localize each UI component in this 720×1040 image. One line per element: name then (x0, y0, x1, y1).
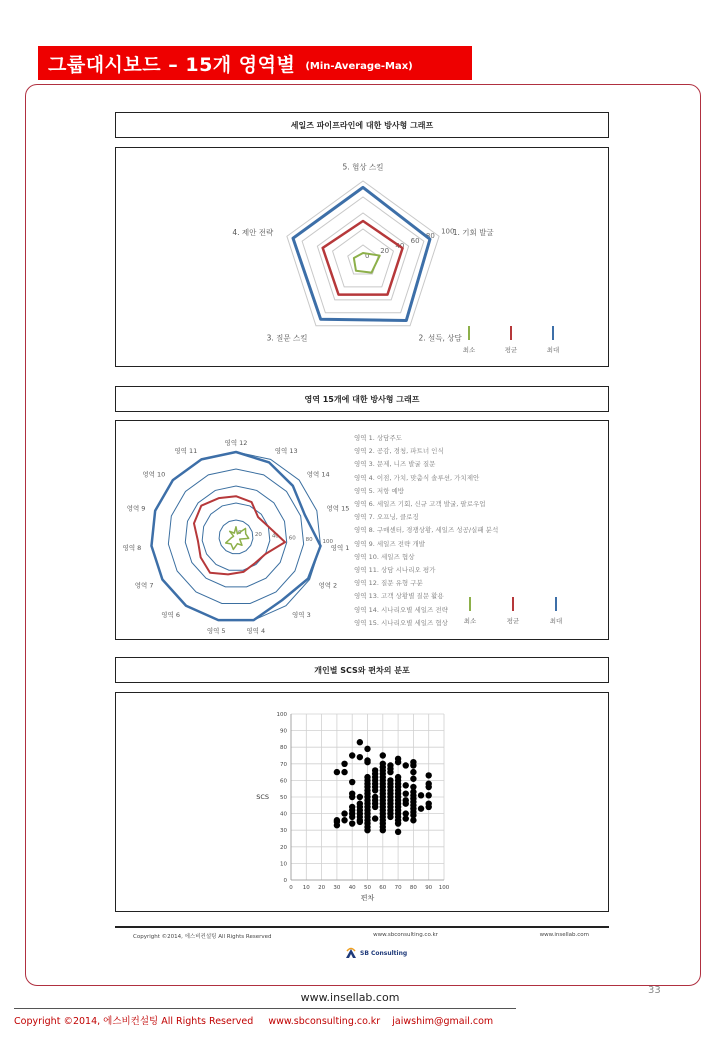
page-subtitle: (Min-Average-Max) (305, 60, 413, 72)
axis-label: 영역 2 (318, 581, 338, 590)
document-footer (115, 926, 609, 940)
svg-text:100: 100 (438, 885, 450, 891)
svg-text:100: 100 (276, 712, 287, 718)
data-point (349, 804, 355, 810)
data-point (403, 810, 409, 816)
svg-text:30: 30 (280, 828, 287, 835)
area-legend-item: 영역 7. 오프닝, 클로징 (354, 513, 419, 522)
svg-text:100: 100 (322, 538, 334, 545)
footer-divider (14, 1008, 516, 1009)
svg-text:50: 50 (280, 795, 287, 801)
svg-text:평균: 평균 (506, 617, 520, 625)
data-point (395, 774, 401, 780)
svg-text:70: 70 (394, 885, 402, 891)
data-point (403, 790, 409, 796)
svg-text:0: 0 (283, 878, 287, 884)
data-point (426, 792, 432, 798)
axis-label: 영역 1 (330, 543, 350, 552)
svg-text:최소: 최소 (462, 346, 476, 354)
data-point (395, 756, 401, 762)
svg-text:30: 30 (333, 885, 341, 891)
data-point (426, 800, 432, 806)
svg-text:70: 70 (280, 761, 287, 768)
data-point (357, 739, 363, 745)
title-bar (38, 46, 472, 80)
svg-text:평균: 평균 (504, 346, 518, 354)
svg-text:10: 10 (302, 885, 310, 891)
axis-label: 5. 협상 스킬 (342, 162, 384, 172)
data-point (403, 797, 409, 803)
pipeline-radar-chart (115, 147, 609, 367)
svg-text:20: 20 (254, 531, 262, 538)
page-copyright: Copyright ©2014, 에스비컨설팅 All Rights Reserved www.sbconsulting.co.kr jaiwshim@gmail.com (14, 1016, 494, 1027)
area-legend-item: 영역 2. 공감, 경청, 파트너 인식 (354, 447, 444, 456)
axis-label: 영역 4 (246, 627, 266, 636)
axis-label: 1. 기회 발굴 (452, 227, 494, 237)
svg-text:80: 80 (280, 745, 287, 752)
svg-text:40: 40 (271, 533, 279, 540)
svg-text:0: 0 (289, 885, 293, 891)
data-point (387, 762, 393, 768)
data-point (410, 784, 416, 790)
svg-text:최대: 최대 (549, 617, 563, 625)
area-legend-item: 영역 5. 저항 예방 (354, 486, 405, 495)
data-point (349, 779, 355, 785)
svg-text:80: 80 (409, 885, 417, 891)
area-legend-item: 영역 11. 상담 시나리오 평가 (354, 566, 436, 575)
data-point (395, 829, 401, 835)
svg-text:100: 100 (441, 227, 455, 236)
area-legend-item: 영역 1. 상담주도 (354, 434, 403, 442)
svg-text:40: 40 (348, 885, 356, 891)
data-point (341, 817, 347, 823)
logo-icon (345, 947, 357, 959)
section-title-scatter: 개인별 SCS와 편차의 분포 (115, 657, 609, 683)
page-title: 그룹대시보드 – 15개 영역별 (48, 53, 296, 76)
data-point (341, 769, 347, 775)
data-point (426, 781, 432, 787)
doc-copyright: Copyright ©2014, 에스비컨설팅 All Rights Reserved (133, 934, 272, 940)
data-point (418, 805, 424, 811)
section-title-areas: 영역 15개에 대한 방사형 그래프 (115, 386, 609, 412)
data-point (410, 776, 416, 782)
page-site-link[interactable]: www.insellab.com (300, 991, 400, 1004)
data-point (357, 754, 363, 760)
svg-text:50: 50 (364, 885, 371, 891)
svg-text:90: 90 (425, 885, 433, 891)
data-point (334, 769, 340, 775)
area-legend-item: 영역 3. 문제, 니즈 발굴 질문 (354, 460, 436, 469)
data-point (372, 794, 378, 800)
area-legend-item: 영역 10. 세일즈 협상 (354, 552, 415, 561)
axis-label: 영역 10 (142, 470, 166, 479)
svg-text:20: 20 (280, 844, 287, 851)
area-legend-item: 영역 6. 세일즈 기회, 신규 고객 발굴, 팔로우업 (354, 500, 486, 509)
axis-label: 4. 제안 전략 (232, 227, 274, 237)
area-legend-item: 영역 8. 구매센터, 경쟁상황, 세일즈 성공/실패 분석 (354, 526, 499, 535)
axis-label: 영역 13 (274, 447, 298, 456)
data-point (364, 746, 370, 752)
data-point (357, 794, 363, 800)
svg-text:0: 0 (365, 252, 370, 260)
scatter-svg (116, 693, 607, 910)
axis-label: 영역 8 (122, 543, 142, 552)
data-point (418, 792, 424, 798)
svg-text:60: 60 (280, 778, 287, 785)
data-point (403, 762, 409, 768)
svg-text:편차: 편차 (360, 894, 375, 902)
scs-scatter-chart (115, 692, 609, 912)
svg-text:60: 60 (410, 237, 420, 246)
sb-consulting-logo (345, 947, 407, 959)
data-point (364, 774, 370, 780)
data-point (364, 757, 370, 763)
area-legend-item: 영역 12. 질문 유형 구분 (354, 579, 423, 588)
area-legend-list (354, 432, 498, 630)
svg-text:10: 10 (280, 861, 287, 868)
area-legend-item: 영역 13. 고객 상황별 질문 활용 (354, 592, 444, 601)
svg-text:20: 20 (380, 247, 390, 256)
data-point (334, 817, 340, 823)
svg-text:80: 80 (425, 232, 435, 241)
data-point (349, 820, 355, 826)
svg-text:최소: 최소 (463, 617, 477, 625)
data-point (410, 769, 416, 775)
svg-text:SCS: SCS (256, 793, 269, 801)
data-point (410, 759, 416, 765)
data-point (357, 800, 363, 806)
axis-label: 영역 11 (174, 447, 198, 456)
data-point (341, 810, 347, 816)
data-point (426, 772, 432, 778)
axis-label: 영역 6 (161, 611, 181, 620)
doc-site-insellab[interactable]: www.insellab.com (539, 932, 589, 938)
doc-site-sbconsulting[interactable]: www.sbconsulting.co.kr (373, 932, 438, 938)
svg-text:60: 60 (288, 535, 296, 542)
svg-text:60: 60 (379, 885, 387, 891)
logo-text: SB Consulting (360, 949, 408, 957)
axis-label: 영역 9 (126, 504, 146, 513)
axis-label: 영역 15 (326, 504, 350, 513)
data-point (380, 752, 386, 758)
data-point (372, 767, 378, 773)
svg-text:80: 80 (305, 537, 313, 544)
axis-label: 영역 7 (134, 581, 154, 590)
data-point (349, 790, 355, 796)
data-point (403, 782, 409, 788)
axis-label: 영역 12 (224, 438, 248, 447)
area-legend-item: 영역 4. 이점, 가치, 맞춤식 솔루션, 가치제안 (354, 473, 480, 482)
axis-label: 영역 14 (306, 470, 330, 479)
area-legend-item: 영역 15. 시나리오별 세일즈 협상 (354, 618, 448, 627)
data-point (372, 815, 378, 821)
axis-label: 영역 5 (206, 627, 226, 636)
data-point (349, 752, 355, 758)
series-min (226, 527, 249, 550)
axis-label: 2. 설득, 상담 (418, 333, 462, 343)
pipeline-radar-svg (116, 148, 607, 365)
section-title-pipeline: 세일즈 파이프라인에 대한 방사형 그래프 (115, 112, 609, 138)
page-number: 33 (648, 985, 661, 996)
area-legend-item: 영역 14. 시나리오별 세일즈 전략 (354, 605, 448, 614)
svg-text:20: 20 (318, 885, 326, 891)
svg-text:0: 0 (238, 530, 242, 536)
data-point (341, 761, 347, 767)
area-legend-item: 영역 9. 세일즈 전략 개발 (354, 539, 425, 548)
axis-label: 3. 질문 스킬 (266, 333, 308, 343)
axis-label: 영역 3 (291, 611, 311, 620)
svg-text:40: 40 (280, 811, 287, 818)
data-point (380, 761, 386, 767)
data-point (387, 777, 393, 783)
svg-text:최대: 최대 (546, 346, 560, 354)
svg-text:90: 90 (280, 728, 287, 735)
svg-text:40: 40 (395, 242, 405, 251)
